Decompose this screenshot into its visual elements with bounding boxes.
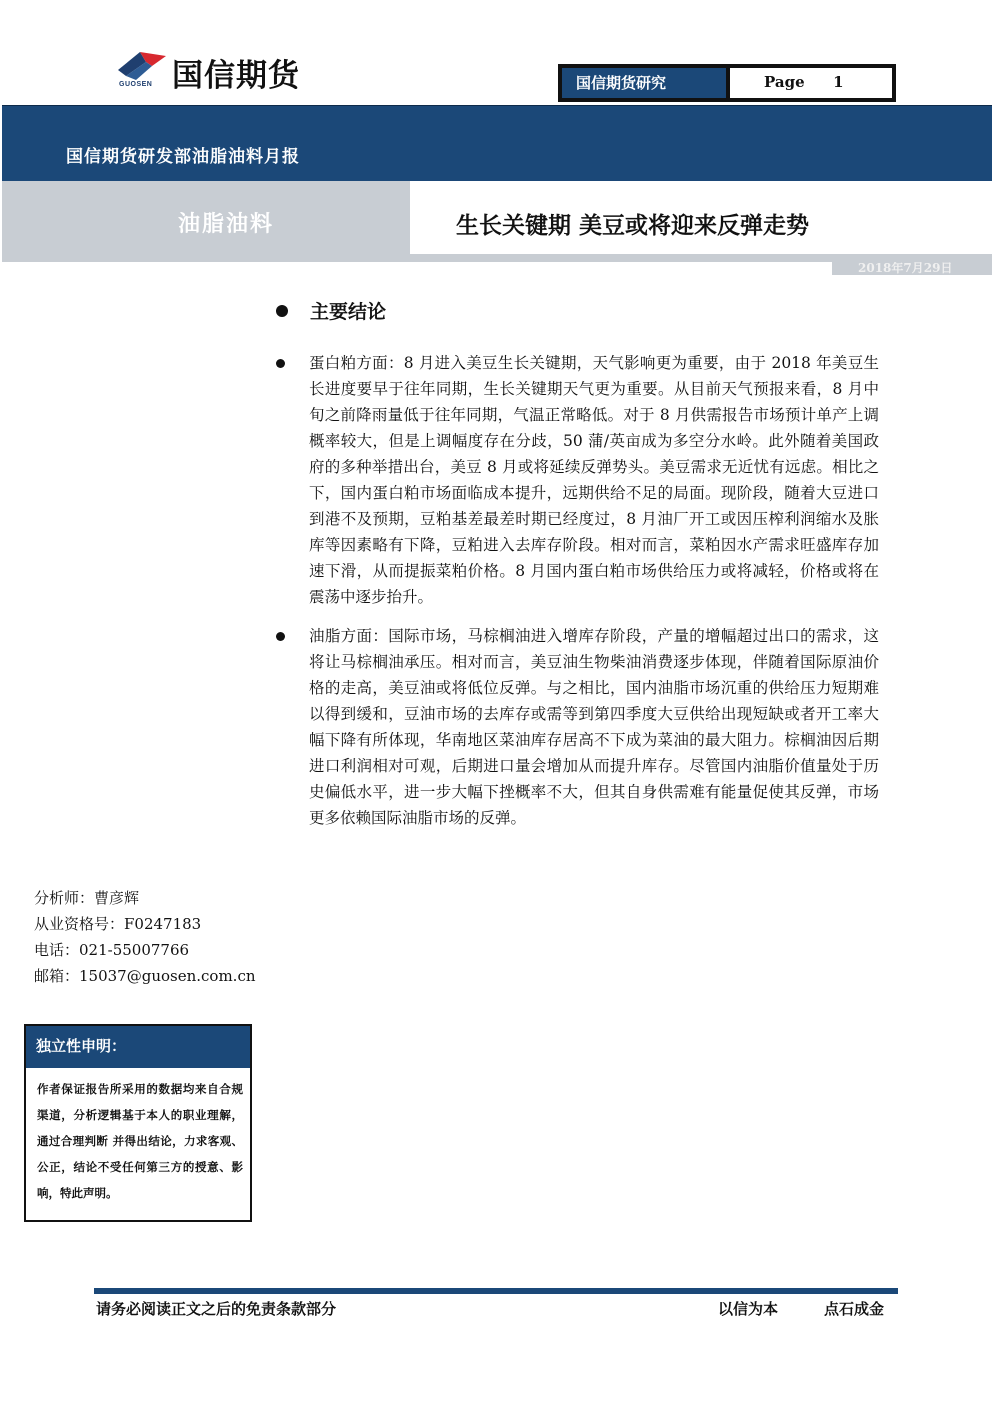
headline-panel — [410, 181, 992, 254]
category-label: 油脂油料 — [178, 211, 275, 237]
header-page-box — [558, 64, 896, 102]
logo-english: GUOSEN — [119, 81, 153, 88]
headline-banner — [2, 181, 992, 262]
analyst-phone: 电话：021-55007766 — [34, 941, 190, 959]
footer-disclaimer-note: 请务必阅读正文之后的免责条款部分 — [96, 1300, 337, 1318]
paragraph-protein-meal: 蛋白粕方面：8 月进入美豆生长关键期，天气影响更为重要，由于 2018 年美豆生长进度要早于往年同期，生长关键期天气更为重要。从目前天气预报来看，8 月中旬之前降雨量低于往年同期，气温正常略低。对于 8 月供需报告市场预计单产上调概率较大，但是上调幅度存在分歧，50 蒲/英亩成为多空分水岭。此外随着美国政府的多种举措出台，美豆 8 月或将延续反弹势头。美豆需求无近忧有远虑。相比之下，国内蛋白粕市场面临成本提升，远期供给不足的局面。现阶段，随着大豆进口到港不及预期，豆粕基差最差时期已经度过，8 月油厂开工或因压榨利润缩水及胀库等因素略有下降，豆粕进入去库存阶段。相对而言，菜粕因水产需求旺盛库存加速下滑，从而提振菜粕价格。8 月国内蛋白粕市场供给压力或将减轻，价格或将在震荡中逐步抬升。 — [309, 354, 879, 606]
page-title: 生长关键期 美豆或将迎来反弹走势 — [456, 212, 810, 239]
analyst-name: 分析师：曹彦辉 — [34, 889, 140, 907]
report-series-banner — [2, 105, 992, 181]
independence-body: 作者保证报告所采用的数据均来自合规渠道，分析逻辑基于本人的职业理解，通过合理判断 并得出结论，力求客观、公正，结论不受任何第三方的授意、影响，特此声明。 — [37, 1082, 243, 1200]
report-series-title: 国信期货研发部油脂油料月报 — [66, 147, 300, 167]
company-logo — [116, 48, 356, 96]
footer-rule — [94, 1288, 898, 1294]
independence-statement-box — [24, 1024, 252, 1222]
bullet-icon — [276, 359, 285, 368]
page-number: 1 — [833, 73, 844, 91]
independence-title: 独立性申明： — [26, 1026, 250, 1068]
analyst-license: 从业资格号：F0247183 — [34, 915, 202, 933]
bullet-icon — [276, 632, 285, 641]
footer-slogan-1: 以信为本 — [718, 1300, 779, 1318]
logo-text: 国信期货 — [172, 58, 300, 94]
research-label: 国信期货研究 — [562, 68, 726, 98]
paragraph-oils: 油脂方面：国际市场，马棕榈油进入增库存阶段，产量的增幅超过出口的需求，这将让马棕榈油承压。相对而言，美豆油生物柴油消费逐步体现，伴随着国际原油价格的走高，美豆油或将低位反弹。与之相比，国内油脂市场沉重的供给压力短期难以得到缓和，豆油市场的去库存或需等到第四季度大豆供给出现短缺或者开工率大幅下降有所体现，华南地区菜油库存居高不下成为菜油的最大阻力。棕榈油因后期进口利润相对可观，后期进口量会增加从而提升库存。尽管国内油脂价值量处于历史偏低水平，进一步大幅下挫概率不大，但其自身供需难有能量促使其反弹，市场更多依赖国际油脂市场的反弹。 — [309, 627, 879, 827]
page-indicator — [730, 68, 892, 98]
section-title: 主要结论 — [310, 301, 387, 323]
page-label: Page — [764, 73, 805, 91]
section-bullet-icon — [276, 305, 288, 317]
analyst-email: 邮箱：15037@guosen.com.cn — [34, 967, 256, 985]
report-date: 2018年7月29日 — [858, 262, 972, 275]
footer-slogan-2: 点石成金 — [824, 1300, 885, 1318]
